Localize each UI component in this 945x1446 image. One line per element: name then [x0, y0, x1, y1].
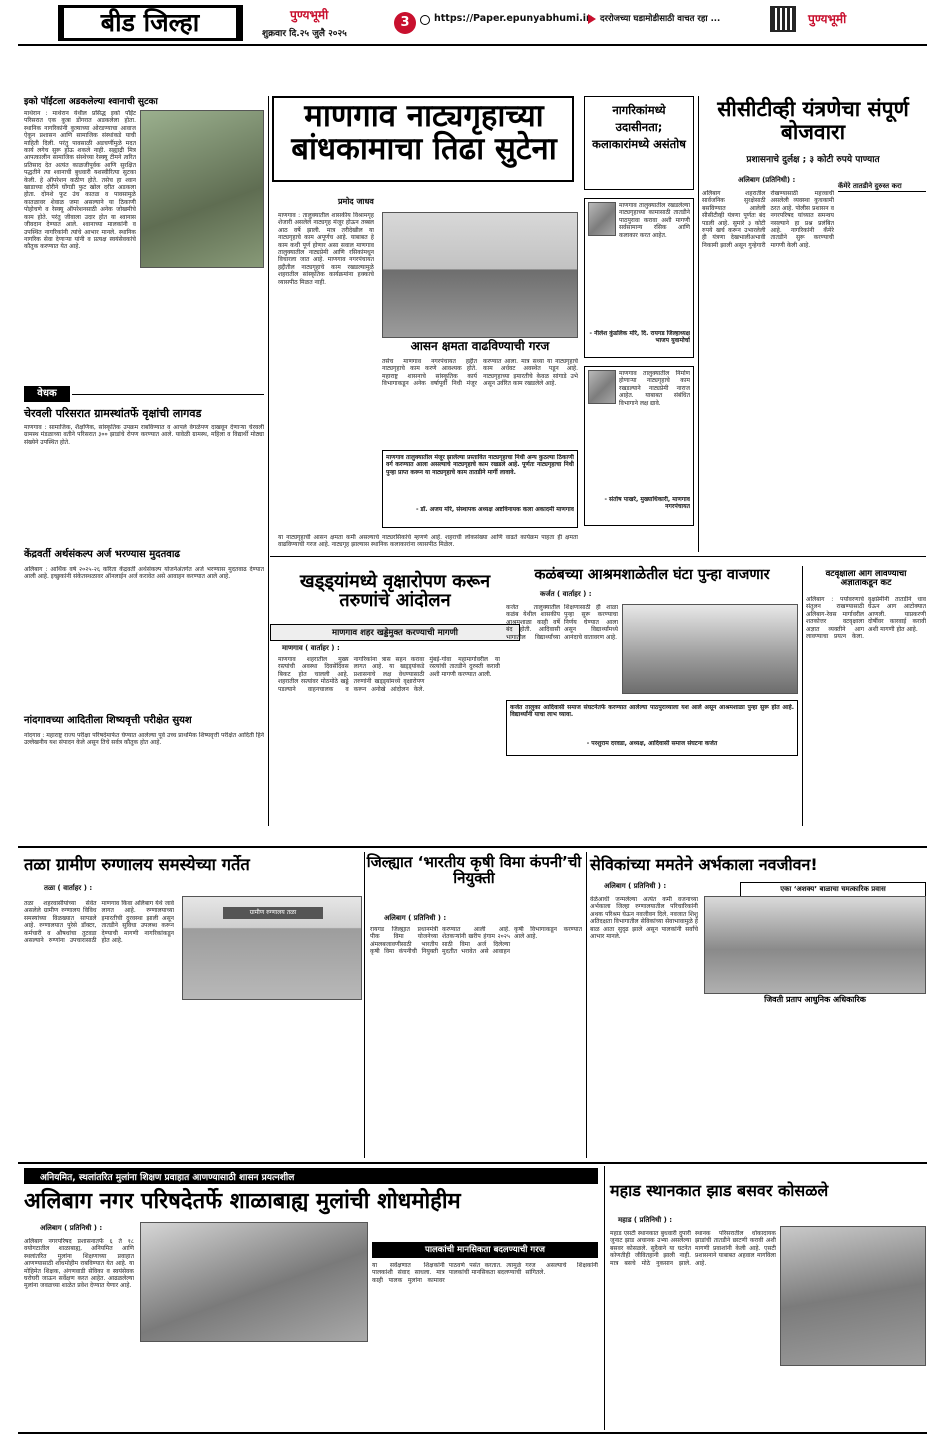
- avatar: [588, 370, 616, 404]
- row-divider: [18, 846, 927, 848]
- mahad-body: महाड एसटी स्थानकात बुधवारी दुपारी जुनाट झाड अचानक उभ्या असलेल्या बसवर कोसळले. सुदैवाने या घटनेत कोणतीही जीवितहानी झाली नाही. मात्र बसचे मोठे नुकसान झाले. स्थानक परिसरातील धोकादायक झाडांची तातडीने छाटणी करावी अशी मागणी प्रवाशांनी केली आहे. एसटी प्रशासनाने याबाबत अहवाल मागविला आहे.: [610, 1230, 776, 1267]
- tala-body-continued: [182, 1006, 362, 1156]
- row-divider: [270, 556, 926, 557]
- tala-hospital-photo: [182, 896, 362, 1000]
- eco-point-photo: [140, 110, 264, 268]
- vedhak-article-2-body: अलिबाग : आर्थिक वर्ष २०२५-२६ करिता केंद्रवर्ती अर्थसंकल्प योजनेअंतर्गत अर्ज भरण्यास मुदतवाढ देण्यात आली आहे. इच्छुकांनी संकेतस्थळावर ऑनलाईन अर्ज करावेत असे आवाहन करण्यात आले आहे.: [24, 566, 264, 581]
- kalamb-body: कर्जत तालुक्यातील कळंब येथील शासकीय आश्रमशाळा काही वर्षे बंद होती. आदिवासी भागातील विद्यार्थ्यांच्या शिक्षणासाठी ही शाळा पुन्हा सुरू करण्याचा निर्णय घेण्यात आला असून विद्यार्थ्यांमध्ये आनंदाचे वातावरण आहे.: [506, 604, 618, 641]
- alibag-body: अलिबाग नगरपरिषद प्रशासनातर्फे ६ ते १८ वयोगटातील शाळाबाह्य, अनियमित आणि स्थलांतरित मुलांना शिक्षणाच्या प्रवाहात आणण्यासाठी शोधमोहीम राबविण्यात येत आहे. या मोहिमेत शिक्षक, अंगणवाडी सेविका व स्वयंसेवक घरोघरी जाऊन सर्वेक्षण करत आहेत. आढळलेल्या मुलांना जवळच्या शाळेत प्रवेश देण्यात येणार आहे.: [24, 1238, 134, 1290]
- natyagruha-body-1: माणगाव : तालुक्यातील शासकीय विश्रामगृह शेजारी असलेले नाट्यगृह मंजूर होऊन तब्बल आठ वर्षे झाली. मात्र तरीदेखील या नाट्यगृहाचे काम अपूर्णच आहे. याबाबत हे काम कधी पूर्ण होणार असा सवाल माणगाव तालुक्यातील नाट्यप्रेमी आणि रसिकांमधून विचारला जात आहे. माणगाव नगरपंचायत हद्दीतील नाट्यगृहाचे काम रखडल्यामुळे शहरातील सांस्कृतिक कार्यक्रमांना हक्काचे व्यासपीठ मिळत नाही.: [278, 212, 374, 286]
- natyagruha-headline: माणगाव नाट्यगृहाच्या बांधकामाचा तिढा सुटेना: [291, 98, 557, 168]
- site-url[interactable]: https://Paper.epunyabhumi.in: [434, 13, 593, 24]
- row-divider: [18, 1162, 927, 1164]
- alibag-headline: अलिबाग नगर परिषदेतर्फे शाळाबाह्य मुलांची शोधमोहीम: [24, 1189, 461, 1214]
- vedhak-article-1-body: माणगाव : सामाजिक, शैक्षणिक, सांस्कृतिक उपक्रम राबविण्यात व आपले वेगळेपण दाखवून देणाऱ्या चेरवली ग्रामस्थ मंडळाच्या वतीने परिसरात ३०० झाडांचे रोपण करण्यात आले. यावेळी ग्रामस्थ, महिला व विद्यार्थी मोठ्या संख्येने उपस्थित होते.: [24, 424, 264, 446]
- vadvruksha-headline: वटवृक्षाला आग लावण्याचा अज्ञाताकडून कट: [825, 569, 907, 589]
- sevika-nurses-photo: [704, 896, 926, 994]
- sevika-body-continued: [590, 1030, 926, 1156]
- sevika-headline: सेविकांच्या ममतेने अर्भकाला नवजीवन!: [590, 855, 818, 874]
- alibag-inset-title: पालकांची मानसिकता बदलण्याची गरज: [372, 1242, 598, 1258]
- krushi-dateline: अलिबाग ( प्रतिनिधी ) :: [384, 914, 447, 922]
- udasinata-footer-text: [584, 530, 694, 550]
- natyagruha-body-3: या नाट्यगृहाची आसन क्षमता कमी असल्याचे नाट्यरसिकांचे म्हणणे आहे. शहराची लोकसंख्या आणि वाढते कार्यक्रम पाहता ही क्षमता वाढविण्याची गरज आहे. नाट्यगृह झाल्यास स्थानिक कलाकारांना व्यासपीठ मिळेल.: [278, 534, 578, 549]
- khaddyat-dateline: माणगाव ( वार्ताहर ) :: [282, 644, 340, 652]
- arrow-icon: [588, 14, 596, 24]
- kalamb-body-continued: [506, 762, 798, 822]
- eco-point-headline: इको पॉईंटला अडकलेल्या श्वानाची सुटका: [24, 97, 158, 107]
- khaddyat-headline: खड्ड्यांमध्ये वृक्षारोपण करून तरुणांचे आंदोलन: [299, 571, 491, 612]
- krushi-headline: जिल्ह्यात ‘भारतीय कृषी विमा कंपनी’ची नियुक्ती: [366, 853, 582, 888]
- kalamb-quote: कर्जत तालुका आदिवासी समाज संघटनेतर्फे करण्यात आलेल्या पाठपुराव्याला यश आले असून आश्रमशाळा पुन्हा सुरू होत आहे. विद्यार्थ्यांनी याचा लाभ घ्यावा.: [510, 704, 794, 719]
- tagline: दररोजच्या घडामोडीसाठी वाचत रहा ...: [600, 14, 721, 24]
- tala-hospital-sign: ग्रामीण रुग्णालय तळा: [223, 907, 323, 919]
- natyagruha-construction-photo: [382, 212, 578, 338]
- vedhak-article-3-title: नांदगावच्या आदितीला शिष्यवृत्ती परीक्षेत सुयश: [24, 715, 192, 726]
- udasinata-box-2: [584, 366, 694, 526]
- udasinata-box-1: [584, 198, 694, 358]
- cctv-inset-body: [838, 194, 926, 548]
- kalamb-quote-attribution: - परशुराम दरवडा, अध्यक्ष, आदिवासी समाज संघटना कर्जत: [586, 740, 718, 747]
- vadvruksha-body: अलिबाग : पर्यावरणाचे संतुलन राखण्यासाठी अलिबाग-रेवस मार्गावरील शतकोत्तर वटवृक्षाला अज्ञात व्यक्तीने आग लावण्याचा प्रयत्न केला. वृक्षप्रेमींनी तातडीने धाव घेऊन आग आटोक्यात आणली. याप्रकरणी दोषींवर कारवाई करावी अशी मागणी होत आहे.: [806, 596, 926, 641]
- natyagruha-quote: माणगाव तालुक्यातील मंजूर झालेल्या प्रस्तावित नाट्यगृहाचा निधी अन्य कुठल्या ठिकाणी वर्ग करण्यात आला असल्याचे नाट्यगृहाचे काम रखडले आहे. पूर्णतः नाट्यगृहाचा निधी पुन्हा प्राप्त करून या नाट्यगृहाचे काम तातडीने मार्गी लावावे.: [386, 454, 574, 476]
- alibag-children-photo: [140, 1222, 368, 1342]
- natyagruha-quote-attribution: - डॉ. अजय मोरे, संस्थापक अध्यक्ष अष्टविनायक कला अकादमी माणगाव: [415, 506, 574, 513]
- khaddyat-body: माणगाव शहरातील मुख्य रस्त्यांची अवस्था दिवसेंदिवस बिकट होत चालली आहे. शहरातील रस्त्यांवर मोठमोठे खड्डे पडल्याने वाहनचालक व नागरिकांना त्रास सहन करावा लागत आहे. या खड्ड्यांकडे प्रशासनाचे लक्ष वेधण्यासाठी तरुणांनी खड्ड्यांमध्ये वृक्षारोपण करून अनोखे आंदोलन केले. मुंबई-गोवा महामार्गावरील या रस्त्यांची तातडीने दुरुस्ती करावी अशी मागणी करण्यात आली.: [278, 656, 500, 693]
- natyagruha-photo-caption: आसन क्षमता वाढविण्याची गरज: [410, 339, 550, 353]
- column-divider: [802, 566, 803, 826]
- globe-icon: [420, 15, 430, 25]
- paper-logo: पुण्यभूमी: [290, 8, 329, 22]
- kalamb-school-photo: [622, 604, 798, 694]
- row-divider: [18, 1432, 927, 1434]
- alibag-dateline: अलिबाग ( प्रतिनिधी ) :: [40, 1224, 103, 1232]
- khaddyat-subhead: माणगाव शहर खड्डेमुक्त करण्याची मागणी: [270, 624, 520, 641]
- column-divider: [364, 852, 365, 1158]
- column-divider: [604, 1166, 605, 1430]
- mahad-bus-photo: [780, 1226, 926, 1366]
- section-title: बीड जिल्हा: [62, 6, 238, 40]
- sevika-photo-caption: जिवती प्रताप आधुनिक अधिकारिक: [764, 995, 866, 1004]
- page-number-badge: [394, 12, 416, 34]
- mahad-dateline: महाड ( प्रतिनिधी ) :: [618, 1216, 673, 1224]
- sevika-inset: एका ‘अशक्य’ बाळाचा चमत्कारिक प्रवास: [740, 882, 926, 897]
- cctv-dateline: अलिबाग (प्रतिनिधी) :: [738, 176, 796, 184]
- natyagruha-quote-box: [382, 450, 578, 528]
- qr-code-icon: [770, 6, 796, 32]
- kalamb-headline: कळंबच्या आश्रमशाळेतील घंटा पुन्हा वाजणार: [534, 567, 770, 583]
- page-number: 3: [400, 15, 410, 30]
- alibag-body-continued: [140, 1348, 368, 1428]
- column-divider: [586, 852, 587, 1158]
- udasinata-quote-1: माणगाव तालुक्यातील रखडलेल्या नाट्यगृहाच्या कामासाठी तातडीने पाठपुरावा करावा अशी मागणी सर्वसामान्य रसिक आणि कलाकार करत आहेत.: [619, 202, 690, 239]
- vedhak-article-2-title: केंद्रवर्ती अर्थसंकल्प अर्ज भरण्यास मुदतवाढ: [24, 549, 181, 560]
- udasinata-quote-2: माणगाव तालुक्यातील निर्माण होणाऱ्या नाट्यगृहाचे काम रखडल्याने नाट्यप्रेमी नाराज आहेत. याबाबत संबंधित विभागाने लक्ष द्यावे.: [619, 370, 690, 407]
- alibag-inset-body: या सर्वेक्षणात शिक्षकांनी पालकांशी संवाद साधला. मात्र काही पालक मुलांना कामावर पाठवणे पसंत करतात. त्यामुळे पालकांची मानसिकता बदलण्याची गरज असल्याचे शिक्षकांनी सांगितले.: [372, 1262, 598, 1284]
- mini-logo: पुण्यभूमी: [808, 12, 847, 26]
- mahad-body-continued: [780, 1370, 926, 1428]
- alibag-kicker: अनियमित, स्थलांतरित मुलांना शिक्षण प्रवाहात आणण्यासाठी शासन प्रयत्नशील: [40, 1173, 295, 1183]
- vedhak-rule: [72, 394, 264, 395]
- sevika-dateline: अलिबाग ( प्रतिनिधी ) :: [604, 882, 667, 890]
- tala-headline: तळा ग्रामीण रुग्णालय समस्येच्या गर्तेत: [24, 855, 250, 874]
- kalamb-dateline: कर्जत ( वार्ताहर ) :: [540, 590, 592, 598]
- tala-body: तळा शहरवासीयांच्या सेवेत असलेले ग्रामीण रुग्णालय विविध समस्यांच्या विळख्यात सापडले आहे. रुग्णालयात पुरेसे डॉक्टर, कर्मचारी व औषधांचा तुटवडा असल्याने रुग्णांना उपचारासाठी माणगाव किंवा अलिबाग येथे जावे लागत आहे. रुग्णालयाच्या इमारतीची दुरवस्था झाली असून तातडीने सुविधा उपलब्ध करून देण्याची मागणी नागरिकांकडून होत आहे.: [24, 900, 174, 945]
- sevika-body: वेळेआधी जन्मलेल्या अत्यंत कमी वजनाच्या अर्भकाला जिल्हा रुग्णालयातील परिचारिकांनी अथक परिश्रम घेऊन नवजीवन दिले. नवजात शिशु अतिदक्षता विभागातील सेविकांच्या सेवाभावामुळे हे बाळ आता सुदृढ झाले असून पालकांनी सर्वांचे आभार मानले.: [590, 896, 698, 941]
- krushi-body: रायगड जिल्ह्यात प्रधानमंत्री पीक विमा योजनेच्या अंमलबजावणीसाठी भारतीय कृषी विमा कंपनीची नियुक्ती करण्यात आली आहे. शेतकऱ्यांनी खरीप हंगाम २०२५ साठी विमा अर्ज दिलेल्या मुदतीत भरावेत असे आवाहन कृषी विभागाकडून करण्यात आले आहे.: [370, 926, 582, 956]
- column-divider: [698, 96, 699, 552]
- masthead-divider: [18, 44, 927, 46]
- cctv-inset-title: कॅमेरे तातडीने दुरुस्त करा: [838, 182, 926, 192]
- udasinata-title: नागरिकांमध्ये उदासीनता; कलाकारांमध्ये असंतोष: [592, 103, 686, 151]
- natyagruha-body-2: तसेच माणगाव नगरपंचायत हद्दीत नाट्यगृहाचे काम करणे आवश्यक होते. महाराष्ट्र शासनाचे सांस्कृतिक कार्य विभागाकडून अनेक वर्षापूर्वी निधी मंजूर करण्यात आला. मात्र सध्या या नाट्यगृहाचे काम अर्धवट अवस्थेत पडून आहे. नाट्यगृहाच्या इमारतीचे केवळ सांगाडे उभे असून उर्वरित काम रखडलेले आहे.: [382, 358, 578, 388]
- cctv-headline: सीसीटीव्ही यंत्रणेचा संपूर्ण बोजवारा: [717, 97, 909, 144]
- kalamb-quote-box: [506, 700, 798, 756]
- avatar: [588, 202, 616, 236]
- cctv-subhead: प्रशासनाचे दुर्लक्ष ; ३ कोटी रुपये पाण्यात: [746, 155, 880, 165]
- vedhak-article-3-body: नांदगाव : महाराष्ट्र राज्य परीक्षा परिषदेमार्फत घेण्यात आलेल्या पूर्व उच्च प्राथमिक शिष्यवृत्ती परीक्षेत आदिती हिने उल्लेखनीय यश संपादन केले असून तिचे सर्वत्र कौतुक होत आहे.: [24, 732, 264, 747]
- mahad-headline: महाड स्थानकात झाड बसवर कोसळले: [610, 1181, 829, 1200]
- natyagruha-byline: प्रमोद जाधव: [338, 197, 374, 206]
- vedhak-article-1-title: चेरवली परिसरात ग्रामस्थांतर्फे वृक्षांची लागवड: [24, 407, 202, 420]
- column-divider: [268, 96, 269, 826]
- masthead: [0, 0, 945, 48]
- udasinata-attribution-2: - संतोष पाखरे, मुख्याधिकारी, माणगाव नगरपंचायत: [604, 496, 690, 511]
- cctv-body: अलिबाग शहरातील सार्वजनिक सुरक्षेसाठी बसविण्यात आलेली सीसीटीव्ही यंत्रणा पूर्णतः बंद पडली आहे. सुमारे ३ कोटी रुपये खर्च करून उभारलेली ही यंत्रणा देखभालीअभावी निकामी झाली असून गुन्हेगारी रोखण्यासाठी महत्त्वाची असलेली व्यवस्था कुचकामी ठरत आहे. पोलीस प्रशासन व नगरपरिषद यांच्यात समन्वय नसल्याने हा प्रश्न प्रलंबित आहे. नागरिकांनी कॅमेरे तातडीने सुरू करण्याची मागणी केली आहे.: [702, 190, 834, 249]
- vedhak-section-label: वेधक: [24, 386, 70, 402]
- tala-dateline: तळा ( वार्ताहर ) :: [44, 884, 93, 892]
- issue-date: शुक्रवार दि.२५ जुलै २०२५: [262, 29, 347, 39]
- udasinata-attribution-1: - नीलेश कुंडलिक मोरे, दि. रायगड जिल्हाध्यक्ष भाजप युवामोर्चा: [589, 330, 690, 345]
- eco-point-body: माथेरान : माथेरान येथील प्रसिद्ध इको पॉईंट परिसरात एक कुत्रा डोंगरात अडकलेला होता. स्थानिक नागरिकांनी कुत्र्याच्या ओरडण्याचा आवाज ऐकून प्रशासन आणि सामाजिक संस्थांकडे याची माहिती दिली. परंतु पावसाळी अडचणींमुळे मदत कार्य लगेच सुरू होऊ शकले नाही. सह्याद्री मित्र आपत्कालीन सामाजिक संस्थेच्या रेस्क्यू टीमने त्वरित प्रतिसाद देत अत्यंत काळजीपूर्वक आणि सुरक्षित पद्धतीने त्या श्वानाची बुधवारी यशस्वीरित्या सुटका केली. हे ऑपरेशन कठीण होते. तसेच हा श्वान खाडाच्या दोरीने घोंगडी फुट खोल दरीत अडकला होता. दोनशे फूट उंच कातळ व पावसामुळे कातळावर शेवाळ जमा असल्याने या ठिकाणी पोहोचणे व रेस्क्यू ऑपरेशनसाठी अनेक जोखमीचे काम होते. परंतु जीवाला उदार होत या श्वानास जीवदान देण्यात आले. श्वानाच्या मालकांनी व उपस्थित नागरिकांनी त्यांचे आभार मानले. स्थानिक नागरिक सेवा देणाऱ्या यांनी व प्रत्यक्ष स्वयंसेवकांचे कौतुक करण्यात येत आहे.: [24, 110, 136, 251]
- eco-point-body-continued: [24, 290, 264, 380]
